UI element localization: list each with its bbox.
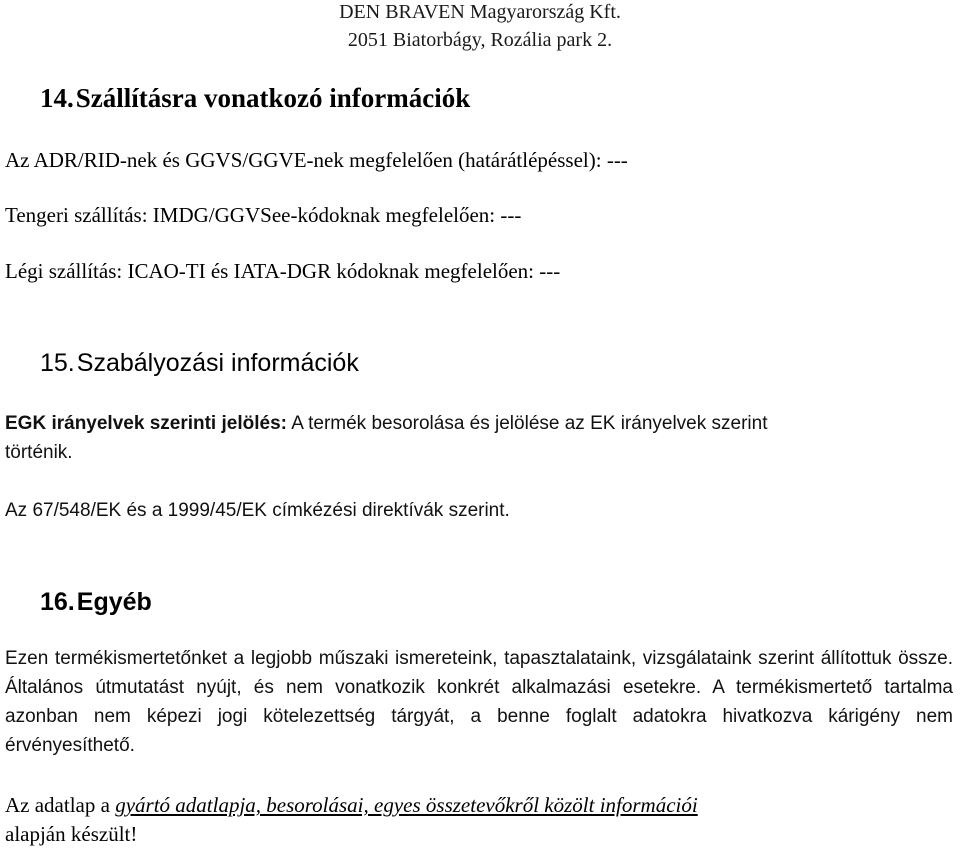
source-note-suffix: alapján készült! [5, 822, 138, 846]
egk-labeling-label: EGK irányelvek szerinti jelölés: [5, 413, 287, 434]
source-note [5, 791, 953, 849]
section-14-title: Szállításra vonatkozó információk [75, 83, 471, 113]
source-note-prefix: Az adatlap a [5, 793, 116, 817]
section-14-heading [40, 82, 470, 114]
section-16-title: Egyéb [76, 588, 152, 616]
section-15-number: 15. [40, 349, 75, 377]
section-16-number: 16. [40, 588, 75, 616]
adr-rid-line: Az ADR/RID-nek és GGVS/GGVE-nek megfelelően (határátlépéssel): --- [5, 148, 628, 172]
directive-line: Az 67/548/EK és a 1999/45/EK címkézési direktívák szerint. [5, 500, 510, 521]
egk-labeling-line [5, 411, 767, 437]
section-16-heading [40, 586, 152, 618]
air-transport-line: Légi szállítás: ICAO-TI és IATA-DGR kódoknak megfelelően: --- [5, 259, 561, 283]
section-14-number: 14. [40, 83, 74, 113]
source-note-emphasis: gyártó adatlapja, besorolásai, egyes összetevőkről közölt információi [115, 793, 698, 817]
company-name: DEN BRAVEN Magyarország Kft. [339, 1, 621, 23]
section-15-title: Szabályozási információk [76, 349, 359, 377]
disclaimer-paragraph: Ezen termékismertetőnket a legjobb műszaki ismereteink, tapasztalataink, vizsgálataink szerint állítottuk össze. Általános útmutatást nyújt, és nem vonatkozik konkrét alkalmazási esetekre. A termékismertető tartalma azonban nem képezi jogi kötelezettség tárgyát, a benne foglalt adatokra hivatkozva kárigény nem érvényesíthető. [5, 648, 953, 756]
egk-labeling-continuation: történik. [5, 442, 73, 463]
sea-transport-line: Tengeri szállítás: IMDG/GGVSee-kódoknak megfelelően: --- [5, 203, 522, 227]
egk-labeling-text: A termék besorolása és jelölése az EK irányelvek szerint [286, 413, 768, 434]
section-15-heading [40, 347, 359, 379]
company-address: 2051 Biatorbágy, Rozália park 2. [347, 29, 613, 51]
